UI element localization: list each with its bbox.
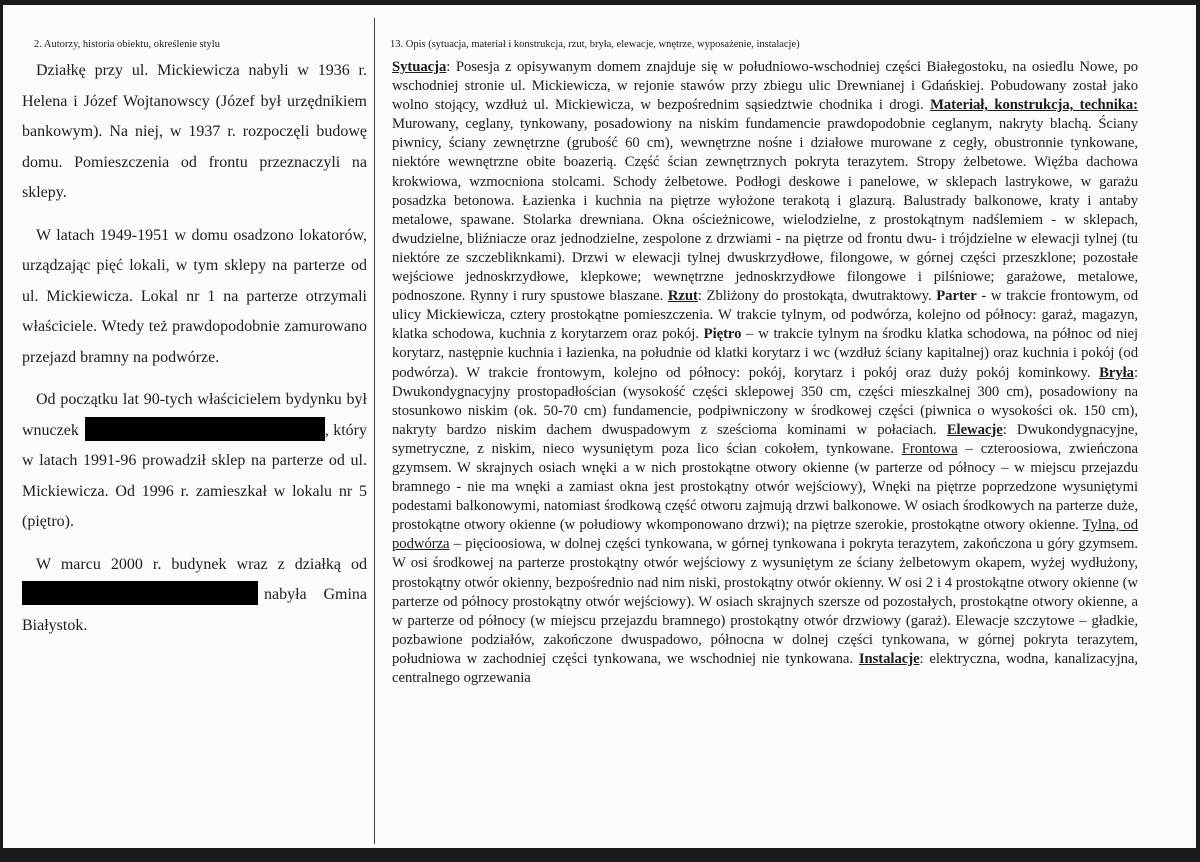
description-body — [388, 58, 1138, 688]
section-text-rzut: : Zbliżony do prostokąta, dwutraktowy. — [697, 288, 937, 305]
scan-border-left — [0, 0, 3, 862]
history-paragraph-1: Działkę przy ul. Mickiewicza nabyli w 1936 r. Helena i Józef Wojtanowscy (Józef był urzędnikiem bankowym). Na niej, w 1937 r. rozpoczęli budowę domu. Pomieszczenia od frontu przeznaczyli na sklepy. — [22, 62, 367, 201]
section-text-tylna: – pięcioosiowa, w dolnej części tynkowana, w górnej tynkowana i pokryta terazytem, zakończona u góry gzymsem. W osi środkowej na parterze prostokątny otwór wejściowy z wysuniętym ze ściany żelbetowym okapem, wyżej wydłużony, prostokątny otwór okienny, bezpośrednio nad nim niski, prostokątny otwór okienny. W osi 2 i 4 prostokątne otwory okienne (w parterze od północy prostokątny otwór wejściowy). W osiach skrajnych szersze od pozostałych, prostokątne otwory okienne, a w parterze od północy (w miejscu przejazdu bramnego) prostokątny otwór drzwiowy (garaż). Elewacje szczytowe – gładkie, pozbawione podziałów, zakończone dwuspadowo, północna w dolnej części tynkowana, w górnej pokryta terazytem, południowa w zachodniej części tynkowana, we wschodniej nie tynkowana. — [392, 536, 1138, 667]
section-label-elewacje: Elewacje — [946, 421, 1003, 438]
history-column — [22, 38, 367, 653]
section-label-frontowa: Frontowa — [901, 440, 958, 457]
section-text-instalacje: : elektryczna, wodna, kanalizacyjna, centralnego ogrzewania — [392, 650, 1138, 686]
section-label-sytuacja: Sytuacja — [392, 59, 447, 75]
redaction-block — [22, 581, 258, 605]
history-paragraph-4-start: W marcu 2000 r. budynek wraz z działką od — [36, 555, 367, 573]
history-paragraph-2: W latach 1949-1951 w domu osadzono lokatorów, urządzając pięć lokali, w tym sklepy na parterze od ul. Mickiewicza. Lokal nr 1 na parterze otrzymali właściciele. Wtedy też prawdopodobnie zamurowano przejazd bramny na podwórze. — [22, 226, 367, 366]
scan-border-bottom — [0, 848, 1200, 862]
section-label-parter: Parter — [936, 288, 977, 305]
history-heading: 2. Autorzy, historia obiektu, określenie stylu — [34, 39, 220, 50]
description-column — [388, 38, 1138, 688]
section-label-pietro: Piętro — [703, 326, 742, 343]
section-text-sytuacja: : Posesja z opisywanym domem znajduje się w południowo-wschodniej części Białegostoku, na osiedlu Nowe, po wschodniej stronie ul. Mickiewicza, w rejonie stawów przy zbiegu ulic Drewnianej i Gdańskiej. Pobudowany został jako wolno stojący, wzdłuż ul. Mickiewicza, w bezpośrednim sąsiedztwie chodnika i drogi. — [392, 59, 1138, 114]
section-label-instalacje: Instalacje — [858, 650, 920, 667]
scan-border-right — [1196, 0, 1200, 862]
scan-border-top — [0, 0, 1200, 5]
section-text-material: Murowany, ceglany, tynkowany, posadowiony na niskim fundamencie prawdopodobnie ceglanym, nakryty blachą. Ściany piwnicy, ściany zewnętrzne (grubość 60 cm), wewnętrzne nośne i działowe murowane z cegły, obustronnie tynkowane, niektóre wewnętrzne obite boazerią. Część ścian zewnętrznych pokryta terazytem. Stropy żelbetowe. Więźba dachowa krokwiowa, wzmocniona stolcami. Schody żelbetowe. Podłogi deskowe i panelowe, w sklepach lastrykowe, w garażu posadzka betonowa. Łazienka i kuchnia na piętrze wyłożone terakotą i glazurą. Balustrady balkonowe, kraty i antaby metalowe, spawane. Stolarka drewniana. Okna ościeżnicowe, wielodzielne, z prostokątnym nadślemiem - w sklepach, dwudzielne, bliźniacze oraz jednodzielne, zespolone z drzwiami - na piętrze od frontu dwu- i trójdzielne w elewacji tylnej (tu niektóre ze szczebliknkami). Drzwi w elewacji tylnej dwuskrzydłowe, filongowe, w górnej części przeszklone; pozostałe wejściowe jednoskrzydłowe, klepkowe; wewnętrzne jednoskrzydłowe filongowe i pilśniowe; garażowe, metalowe, podnoszone. Rynny i rury spustowe blaszane. — [392, 116, 1138, 305]
section-label-bryla: Bryła — [1099, 364, 1134, 381]
section-text-frontowa: – czteroosiowa, zwieńczona gzymsem. W skrajnych osiach wnęki a w nich prostokątne otwory okienne (w parterze od północy – w miejscu przejazdu bramnego - nie ma wnęki a zamiast okna jest prostokątny otwór wejściowy), Wnęki na piętrze poprzedzone wysuniętymi podestami balkonowymi, natomiast środkową część otworu zajmują drzwi balkonowe. W osiach środkowych na parterze duże, prostokątne otwory okienne (w połudiowy wkomponowano drzwi); na piętrze szerokie, prostokątne otwory okienne. — [392, 440, 1138, 534]
history-paragraph-3-start: Od początku lat 90-tych właścicielem bydynku był wnuczek — [22, 391, 367, 439]
history-paragraph-4 — [22, 550, 367, 642]
redaction-block — [85, 417, 325, 441]
history-paragraph-4-end: nabyła Gmina Białystok. — [22, 586, 367, 634]
section-text-parter: - w trakcie frontowym, od ulicy Mickiewicza, cztery prostokątne pomieszczenia. W trakcie tylnym, od podwórza, kolejno od północy: garaż, magazyn, klatka schodowa, kuchnia z korytarzem oraz pokój. — [392, 288, 1139, 343]
section-label-material: Materiał, konstrukcja, technika: — [930, 97, 1138, 114]
section-label-rzut: Rzut — [667, 288, 698, 305]
section-text-bryla: : Dwukondygnacyjny prostopadłościan (wysokość części sklepowej 350 cm, części mieszkalnej 300 cm), posadowiony na stosunkowo niskim (ok. 50-70 cm) fundamencie, podpiwniczony w środkowej części (piwnica o wysokości ok. 150 cm), nakryty bardzo niskim dachem dwuspadowym z sześcioma kominami w połaciach. — [392, 364, 1138, 438]
history-paragraph-3-end: , który w latach 1991-96 prowadził sklep na parterze od ul. Mickiewicza. Od 1996 r. zamieszkał w lokalu nr 5 (piętro). — [22, 421, 367, 530]
history-paragraph-3 — [22, 385, 367, 538]
section-label-tylna: Tylna, od podwórza — [392, 517, 1138, 553]
description-heading: 13. Opis (sytuacja, materiał i konstrukcja, rzut, bryła, elewacje, wnętrze, wyposażenie, instalacje) — [390, 39, 800, 50]
section-text-elewacje: : Dwukondygnacyjne, symetryczne, z niskim, nieco wysuniętym poza lico ścian cokołem, tynkowane. — [392, 421, 1139, 457]
section-text-pietro: – w trakcie tylnym na środku klatka schodowa, na północ od niej korytarz, następnie kuchnia i łazienka, na południe od klatki korytarz i wc (wzdłuż ściany kapitalnej) oraz kuchnia i pokój (od podwórza). W trakcie frontowym, kolejno od północy: pokój, korytarz i pokój oraz duży pokój kominkowy. — [392, 326, 1138, 381]
column-divider — [374, 18, 375, 844]
